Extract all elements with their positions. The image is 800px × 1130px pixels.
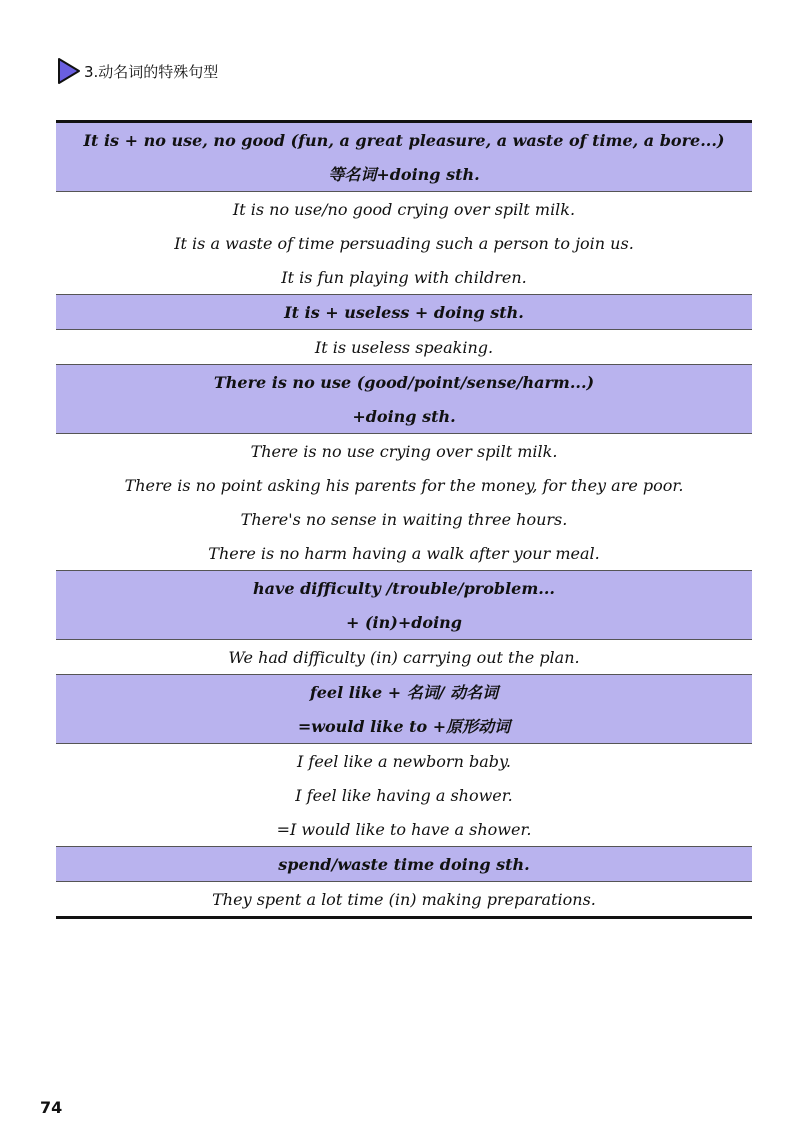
example-sentence: I feel like having a shower. (295, 786, 513, 805)
example-row (56, 743, 752, 846)
pattern-text: It is + no use, no good (fun, a great pleasure, a waste of time, a bore...) (83, 131, 725, 150)
pattern-text: + (in)+doing (346, 613, 462, 632)
example-row (56, 881, 752, 916)
pattern-text: It is + useless + doing sth. (284, 303, 524, 322)
pattern-row (56, 364, 752, 433)
section-title: 3.动名词的特殊句型 (84, 62, 219, 81)
example-sentence: It is no use/no good crying over spilt milk. (232, 200, 576, 219)
example-sentence: It is fun playing with children. (281, 268, 527, 287)
pattern-text: have difficulty /trouble/problem... (253, 579, 555, 598)
example-sentence: There is no harm having a walk after your meal. (208, 544, 600, 563)
example-sentence: They spent a lot time (in) making preparations. (212, 890, 596, 909)
example-row (56, 191, 752, 294)
pattern-row (56, 570, 752, 639)
example-sentence: There's no sense in waiting three hours. (240, 510, 568, 529)
example-sentence: We had difficulty (in) carrying out the plan. (228, 648, 580, 667)
pattern-text: spend/waste time doing sth. (278, 855, 530, 874)
example-sentence: =I would like to have a shower. (276, 820, 532, 839)
pattern-text: There is no use (good/point/sense/harm...) (213, 373, 595, 392)
example-sentence: There is no point asking his parents for the money, for they are poor. (124, 476, 684, 495)
page-number: 74 (40, 1098, 63, 1117)
example-sentence: I feel like a newborn baby. (297, 752, 511, 771)
grammar-table (56, 120, 752, 919)
play-icon (56, 56, 82, 86)
example-sentence: There is no use crying over spilt milk. (250, 442, 558, 461)
pattern-text: +doing sth. (352, 407, 456, 426)
example-row (56, 433, 752, 570)
example-row (56, 329, 752, 364)
section-header (56, 56, 218, 86)
pattern-text: =would like to +原形动词 (297, 717, 511, 736)
pattern-row (56, 123, 752, 191)
pattern-text: 等名词+doing sth. (328, 165, 480, 184)
pattern-row (56, 846, 752, 881)
example-row (56, 639, 752, 674)
pattern-text: feel like + 名词/ 动名词 (309, 683, 499, 702)
example-sentence: It is a waste of time persuading such a person to join us. (174, 234, 634, 253)
pattern-row (56, 674, 752, 743)
pattern-row (56, 294, 752, 329)
example-sentence: It is useless speaking. (314, 338, 494, 357)
